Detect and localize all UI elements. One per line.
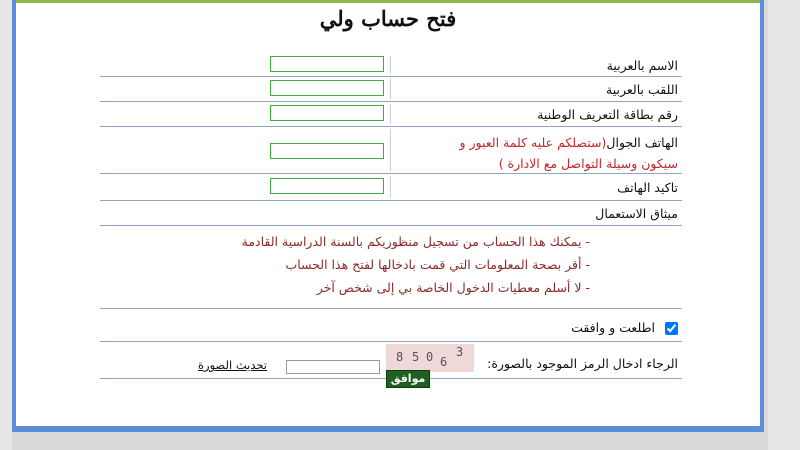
- captcha-char: 5: [412, 350, 420, 364]
- charter-item-3: - لا أسلم معطيات الدخول الخاصة بي إلى شخص آخر: [316, 280, 590, 295]
- form-row-confirm-mobile: [100, 174, 682, 201]
- form-row-first-name: [100, 54, 682, 77]
- last-name-label: اللقب بالعربية: [606, 82, 678, 97]
- row-divider: [390, 104, 391, 124]
- row-divider: [390, 176, 391, 198]
- refresh-captcha-link[interactable]: تحديث الصورة: [198, 358, 267, 372]
- right-margin: [768, 0, 800, 450]
- confirm-mobile-input[interactable]: [270, 178, 384, 194]
- mobile-label: الهاتف الجوال: [606, 135, 678, 150]
- captcha-char: 0: [426, 350, 434, 364]
- charter-title-row: [100, 201, 682, 226]
- captcha-char: 3: [456, 345, 464, 359]
- first-name-input[interactable]: [270, 56, 384, 72]
- first-name-label: الاسم بالعربية: [606, 58, 678, 73]
- agree-row: [100, 315, 682, 342]
- charter-item-1: - يمكنك هذا الحساب من تسجيل منظوريكم بالسنة الدراسية القادمة: [241, 234, 590, 249]
- registration-form: [100, 54, 682, 385]
- captcha-label: الرجاء ادخال الرمز الموجود بالصورة:: [487, 356, 678, 371]
- last-name-input[interactable]: [270, 80, 384, 96]
- confirm-mobile-label: تاكيد الهاتف: [617, 180, 678, 195]
- captcha-char: 8: [396, 350, 404, 364]
- mobile-label-block: [459, 132, 678, 174]
- agree-checkbox[interactable]: [665, 322, 678, 335]
- charter-list: [100, 226, 682, 309]
- top-band: [16, 0, 760, 3]
- form-row-mobile: [100, 127, 682, 174]
- mobile-note-line2: سيكون وسيلة التواصل مع الادارة ): [498, 156, 678, 171]
- row-divider: [390, 79, 391, 99]
- registration-panel: [12, 0, 764, 432]
- form-row-national-id: [100, 102, 682, 127]
- national-id-input[interactable]: [270, 105, 384, 121]
- captcha-char: 6: [440, 355, 448, 369]
- page-title: فتح حساب ولي: [319, 6, 457, 31]
- charter-item-2: - أقر بصحة المعلومات التي قمت بادخالها لفتح هذا الحساب: [285, 257, 590, 272]
- agree-label: اطلعت و وافقت: [571, 320, 656, 335]
- mobile-note-line1: (ستصلكم عليه كلمة العبور و: [459, 135, 607, 150]
- submit-button[interactable]: موافق: [386, 370, 430, 388]
- left-margin: [0, 0, 12, 450]
- charter-title: ميثاق الاستعمال: [595, 206, 678, 221]
- row-divider: [390, 129, 391, 171]
- mobile-input[interactable]: [270, 143, 384, 159]
- captcha-input[interactable]: [286, 360, 380, 374]
- row-divider: [390, 56, 391, 74]
- form-row-last-name: [100, 77, 682, 102]
- national-id-label: رقم بطاقة التعريف الوطنية: [537, 107, 678, 122]
- captcha-image: [386, 344, 474, 372]
